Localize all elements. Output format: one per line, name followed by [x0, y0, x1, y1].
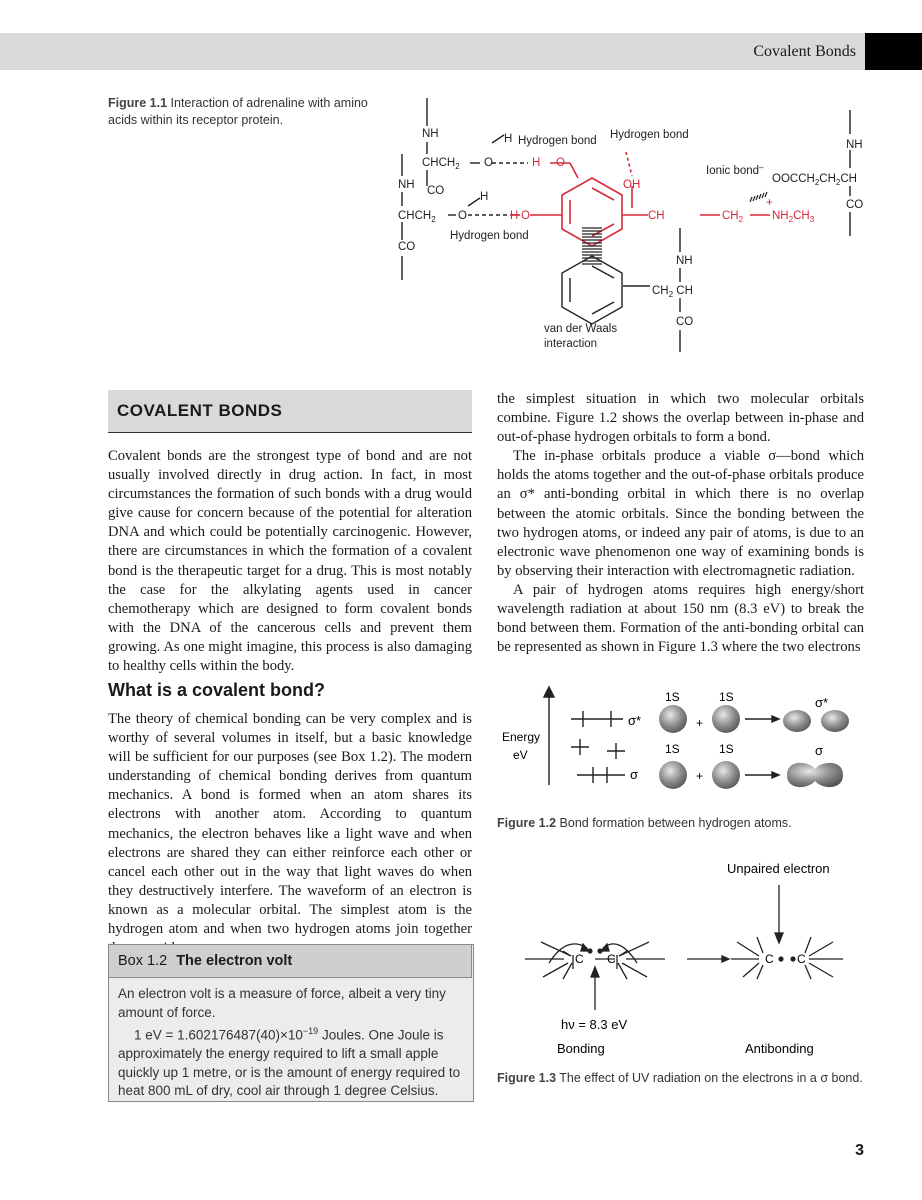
electron-dot-3	[778, 956, 783, 961]
caption-label: Figure 1.1	[108, 96, 168, 110]
plus-label-2: +	[696, 769, 704, 783]
sigma-label-2: σ	[815, 743, 824, 758]
box-paragraph-2: 1 eV = $1.602176487(40)\times 10^{-19}$ Joules. One Joule is approximately the energy required to lift a small apple quickly up 1 metre, or is the amount of energy required to heat 800 mL of dry, cool air through 1 degree Celsius.	[118, 1026, 461, 1098]
electron-dot-4	[790, 956, 795, 961]
figure-1-3-diagram	[497, 855, 867, 1065]
energy-label: Energy	[502, 730, 541, 744]
carbon-label-2: C	[607, 952, 616, 966]
figure-1-1-caption	[108, 95, 370, 129]
section-heading-covalent-bonds: COVALENT BONDS	[117, 401, 283, 420]
label-ionic-bond: Ionic bond–	[706, 163, 764, 177]
figure-1-2-diagram	[497, 685, 867, 805]
label-nh-3: NH	[846, 139, 863, 151]
orbital-1	[659, 705, 687, 733]
label-co-3: CO	[846, 199, 864, 211]
label-vdw-1: van der Waals	[544, 323, 618, 335]
right-paragraph-3: A pair of hydrogen atoms requires high energy/short wavelength radiation at about 150 nm (8.3 eV) to break the bond between them. Formation of the anti-bonding orbital can be represented as shown in Figure 1.3 where the two electrons	[497, 581, 864, 656]
antibonding-label: Antibonding	[745, 1041, 814, 1056]
label-nh2ch3: $NH_2CH_3$	[772, 210, 815, 224]
electron-dot-2	[597, 948, 602, 953]
caption-text: Bond formation between hydrogen atoms.	[559, 816, 792, 830]
hv-label: hν = 8.3 eV	[561, 1017, 628, 1032]
label-co-4: CO	[676, 316, 694, 328]
covalent-bonds-paragraph	[108, 447, 472, 676]
orbital-4	[712, 761, 740, 789]
antibonding-lobe-1	[783, 710, 811, 732]
label-co-1: CO	[427, 185, 445, 197]
label-ooccch2ch2ch: $OOCCH_2CH_2CH$	[772, 173, 857, 187]
caption-label: Figure 1.3	[497, 1071, 557, 1085]
box-1-2-body	[118, 985, 466, 1101]
1s-label-3: 1S	[665, 742, 680, 756]
header-tab	[865, 33, 922, 70]
label-nh-4: NH	[676, 255, 693, 267]
1s-label-1: 1S	[665, 690, 680, 704]
figure-1-3-caption	[497, 1070, 867, 1087]
electron-dot-1	[587, 948, 592, 953]
carbon-label-3: C	[765, 952, 774, 966]
label-o-4: O	[521, 210, 530, 222]
label-hydrogen-bond-2: Hydrogen bond	[610, 129, 689, 141]
box-paragraph-1: An electron volt is a measure of force, albeit a very tiny amount of force.	[118, 986, 446, 1020]
ev-label: eV	[513, 748, 528, 762]
label-h-top: H	[504, 133, 513, 145]
paragraph-text: The theory of chemical bonding can be very complex and is worthy of several volumes in itself, but a basic knowledge will be sufficient for our purposes (see Box 1.2). The modern understanding of chemical bonding derives from quantum mechanics. A bond is formed when an atom shares its electrons with another atom. According to quantum mechanics, the electron behaves like a light wave and when electrons are shared they can either reinforce each other or cancel each other out in the way that light waves do when they destructively interfere. The waveform of an electron is known as a molecular orbital. The simplest atom is the hydrogen atom and when two hydrogen atoms join together	[108, 711, 472, 938]
figure-1-1-diagram	[380, 90, 880, 360]
label-nh-1: NH	[422, 128, 439, 140]
page-number: 3	[855, 1142, 864, 1159]
label-o-2: O	[556, 157, 565, 169]
box-1-2-title	[118, 953, 292, 969]
running-title: Covalent Bonds	[753, 43, 856, 60]
carbon-label-1: C	[575, 952, 584, 966]
caption-text: Interaction of adrenaline with amino acids within its receptor protein.	[108, 96, 368, 127]
label-hydrogen-bond-1: Hydrogen bond	[518, 135, 597, 147]
antibonding-lobe-2	[821, 710, 849, 732]
sigma-star-label-1: σ*	[628, 713, 642, 728]
plus-label-1: +	[696, 716, 704, 730]
caption-label: Figure 1.2	[497, 816, 557, 830]
label-plus: +	[766, 197, 773, 209]
unpaired-electron-label: Unpaired electron	[727, 861, 830, 876]
1s-label-2: 1S	[719, 690, 734, 704]
right-column-text	[497, 390, 864, 657]
label-h-1: H	[532, 157, 541, 169]
label-chch2-bottom: $CHCH_2$	[398, 210, 436, 224]
paragraph-text: Covalent bonds are the strongest type of bond and are not usually involved directly in drug action. In fact, in most circumstances the formation of such bonds with a drug would give cause for concern because of the potential for alteration DNA and which could be potentially carcinogenic. However, there are circumstances in which the formation of a covalent bond is the therapeutic target for a drug. This is most notably the case for the alkylating agents used in cancer chemotherapy which are designed to form covalent bonds with the DNA of the cancerous cells and prevent them growing. As one might imagine, this process is also damaging to healthy cells within the body.	[108, 448, 472, 675]
bonding-orbital	[787, 763, 843, 787]
label-chch2-top: $CHCH_2$	[422, 157, 460, 171]
label-ch2ch: $CH_2$ CH	[652, 285, 693, 299]
orbital-3	[659, 761, 687, 789]
what-is-covalent-bond-paragraph	[108, 710, 472, 958]
label-o-3: O	[458, 210, 467, 222]
figure-1-2-caption	[497, 815, 867, 832]
sigma-label-1: σ	[630, 767, 639, 782]
bonding-label: Bonding	[557, 1041, 605, 1056]
box-label: Box 1.2	[118, 953, 168, 969]
label-hydrogen-bond-3: Hydrogen bond	[450, 230, 529, 242]
label-ch2: $CH_2$	[722, 210, 744, 224]
label-o-1: O	[484, 157, 493, 169]
carbon-label-4: C	[797, 952, 806, 966]
sigma-star-label-2: σ*	[815, 695, 829, 710]
label-vdw-2: interaction	[544, 338, 598, 350]
right-paragraph-2: The in-phase orbitals produce a viable σ—bond which holds the atoms together and the out-of-phase orbitals produce an σ* anti-bonding orbital in which there is no overlap between the atomic orbitals. Since the bonding between the two hydrogen atoms, or indeed any pair of atoms, is due to an electronic wave phenomenon one way of examining bonds is by observing their interaction with electromagnetic radiation.	[497, 448, 864, 579]
label-co-2: CO	[398, 241, 416, 253]
section-heading-what-is-covalent-bond: What is a covalent bond?	[108, 680, 326, 700]
label-oh: OH	[623, 179, 641, 191]
right-paragraph-1: the simplest situation in which two molecular orbitals combine. Figure 1.2 shows the overlap between in-phase and out-of-phase hydrogen orbitals to form a bond.	[497, 391, 864, 446]
label-h-3: H	[510, 210, 519, 222]
label-h-2: H	[480, 191, 489, 203]
1s-label-4: 1S	[719, 742, 734, 756]
box-title: The electron volt	[176, 953, 293, 969]
orbital-2	[712, 705, 740, 733]
caption-text: The effect of UV radiation on the electrons in a σ bond.	[559, 1071, 863, 1085]
label-ch: CH	[648, 210, 665, 222]
label-nh-2: NH	[398, 179, 415, 191]
